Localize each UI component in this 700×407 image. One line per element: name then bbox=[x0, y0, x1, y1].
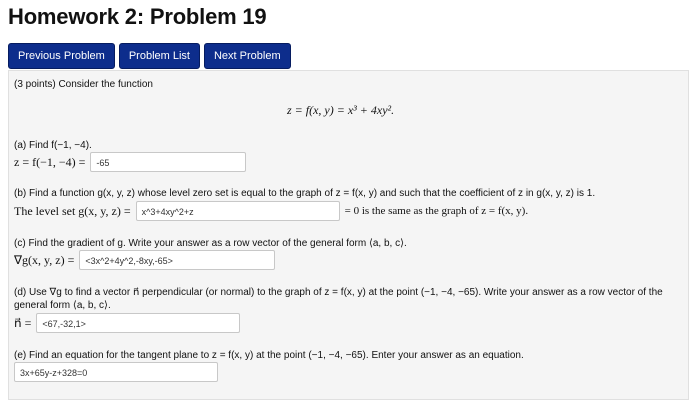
part-d-prompt-line1: (d) Use ∇g to find a vector n⃗ perpendicular (or normal) to the graph of z = f(x, y) at the point (−1, −4, −65). Write your answer as a row vector of the bbox=[14, 287, 663, 298]
part-b-answer-label: The level set g(x, y, z) = bbox=[14, 203, 131, 218]
part-e-answer-row bbox=[14, 362, 218, 382]
part-b-answer-field[interactable]: x^3+4xy^2+z bbox=[136, 201, 340, 221]
part-c-answer-row bbox=[14, 250, 275, 270]
part-e-answer-field[interactable]: 3x+65y-z+328=0 bbox=[14, 362, 218, 382]
part-c-prompt: (c) Find the gradient of g. Write your answer as a row vector of the general form ⟨a, b, c⟩. bbox=[14, 238, 407, 249]
part-b-after-text: = 0 is the same as the graph of z = f(x, y). bbox=[344, 205, 529, 217]
next-problem-button[interactable]: Next Problem bbox=[204, 43, 291, 69]
part-b-answer-row bbox=[14, 201, 533, 221]
part-d-answer-label: n⃗ = bbox=[14, 315, 32, 330]
part-c-answer-field[interactable]: <3x^2+4y^2,-8xy,-65> bbox=[79, 250, 275, 270]
problem-nav bbox=[8, 43, 291, 69]
part-d-answer-field[interactable]: <67,-32,1> bbox=[36, 313, 240, 333]
part-d-answer-row bbox=[14, 313, 240, 333]
part-a-answer-label: z = f(−1, −4) = bbox=[14, 154, 86, 169]
part-a-prompt: (a) Find f(−1, −4). bbox=[14, 140, 92, 151]
problem-intro: (3 points) Consider the function bbox=[14, 79, 153, 90]
part-c-answer-label: ∇g(x, y, z) = bbox=[14, 252, 75, 267]
function-equation: z = f(x, y) = x³ + 4xy². bbox=[287, 103, 395, 117]
part-b-prompt: (b) Find a function g(x, y, z) whose level zero set is equal to the graph of z = f(x, y) and such that the coefficient of z in g(x, y, z) is 1. bbox=[14, 188, 596, 199]
problem-panel bbox=[8, 70, 689, 400]
part-d-prompt-line2: general form ⟨a, b, c⟩. bbox=[14, 300, 111, 311]
part-e-prompt: (e) Find an equation for the tangent plane to z = f(x, y) at the point (−1, −4, −65). Enter your answer as an equation. bbox=[14, 350, 524, 361]
previous-problem-button[interactable]: Previous Problem bbox=[8, 43, 115, 69]
part-a-answer-field[interactable]: -65 bbox=[90, 152, 246, 172]
page-title: Homework 2: Problem 19 bbox=[8, 4, 267, 29]
problem-list-button[interactable]: Problem List bbox=[119, 43, 200, 69]
part-a-answer-row bbox=[14, 152, 246, 172]
